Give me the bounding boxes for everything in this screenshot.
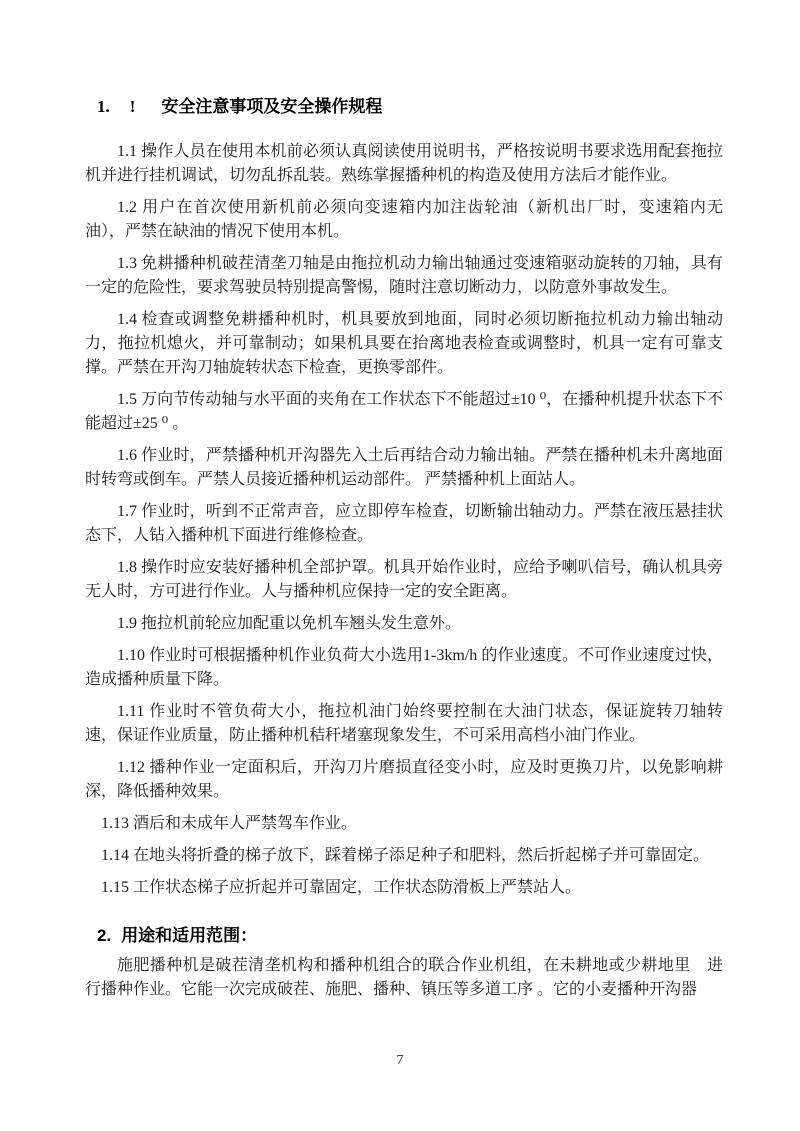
- safety-item-1-12: 1.12 播种作业一定面积后，开沟刀片磨损直径变小时，应及时更换刀片，以免影响耕深，降低播种效果。: [85, 759, 723, 800]
- safety-item-1-10: 1.10 作业时可根据播种机作业负荷大小选用1-3km/h 的作业速度。不可作业速度过快，造成播种质量下降。: [85, 647, 723, 688]
- page-number: 7: [396, 1053, 404, 1068]
- safety-item-1-11: 1.11 作业时不管负荷大小，拖拉机油门始终要控制在大油门状态，保证旋转刀轴转速，保证作业质量，防止播种机秸秆堵塞现象发生，不可采用高档小油门作业。: [85, 703, 723, 744]
- section-2-title: 用途和适用范围：: [121, 926, 258, 945]
- section-2-heading: [85, 926, 723, 946]
- safety-item-1-7: 1.7 作业时，听到不正常声音，应立即停车检查，切断输出轴动力。严禁在液压悬挂状态下，人钻入播种机下面进行维修检查。: [85, 503, 723, 544]
- section-1-number: 1.: [97, 97, 110, 116]
- section-1-title: 安全注意事项及安全操作规程: [161, 97, 383, 116]
- safety-item-1-3: 1.3 免耕播种机破茬清垄刀轴是由拖拉机动力输出轴通过变速箱驱动旋转的刀轴，具有一定的危险性，要求驾驶员特别提高警惕，随时注意切断动力，以防意外事故发生。: [85, 255, 723, 296]
- warning-exclamation-mark: !: [129, 97, 136, 116]
- safety-item-1-9: 1.9 拖拉机前轮应加配重以免机车翘头发生意外。: [117, 615, 462, 632]
- safety-item-1-4: 1.4 检查或调整免耕播种机时，机具要放到地面，同时必须切断拖拉机动力输出轴动力，拖拉机熄火，并可靠制动；如果机具要在抬离地表检查或调整时，机具一定有可靠支撑。严禁在开沟刀轴旋转状态下检查，更换零部件。: [85, 311, 723, 376]
- safety-item-1-14: 1.14 在地头将折叠的梯子放下，踩着梯子添足种子和肥料，然后折起梯子并可靠固定。: [101, 847, 710, 864]
- safety-item-1-2: 1.2 用户在首次使用新机前必须向变速箱内加注齿轮油（新机出厂时，变速箱内无油），严禁在缺油的情况下使用本机。: [85, 199, 723, 240]
- safety-item-1-1: 1.1 操作人员在使用本机前必须认真阅读使用说明书，严格按说明书要求选用配套拖拉机并进行挂机调试，切勿乱拆乱装。熟练掌握播种机的构造及使用方法后才能作业。: [85, 143, 723, 184]
- section-2-paragraph: 施肥播种机是破茬清垄机构和播种机组合的联合作业机组，在未耕地或少耕地里 进行播种作业。它能一次完成破茬、施肥、播种、镇压等多道工序 。它的小麦播种开沟器: [85, 957, 723, 998]
- safety-item-1-13: 1.13 酒后和未成年人严禁驾车作业。: [101, 815, 358, 832]
- section-1-heading: [85, 97, 723, 117]
- safety-item-1-8: 1.8 操作时应安装好播种机全部护罩。机具开始作业时，应给予喇叭信号，确认机具旁无人时，方可进行作业。人与播种机应保持一定的安全距离。: [85, 559, 723, 600]
- safety-item-1-5: 1.5 万向节传动轴与水平面的夹角在工作状态下不能超过±10 ⁰，在播种机提升状态下不能超过±25 ⁰ 。: [85, 391, 723, 432]
- safety-item-1-6: 1.6 作业时，严禁播种机开沟器先入土后再结合动力输出轴。严禁在播种机未升离地面时转弯或倒车。严禁人员接近播种机运动部件。 严禁播种机上面站人。: [85, 447, 723, 488]
- page-content: [85, 97, 723, 1010]
- section-2-number: 2.: [97, 926, 112, 945]
- safety-item-1-15: 1.15 工作状态梯子应折起并可靠固定，工作状态防滑板上严禁站人。: [101, 879, 582, 896]
